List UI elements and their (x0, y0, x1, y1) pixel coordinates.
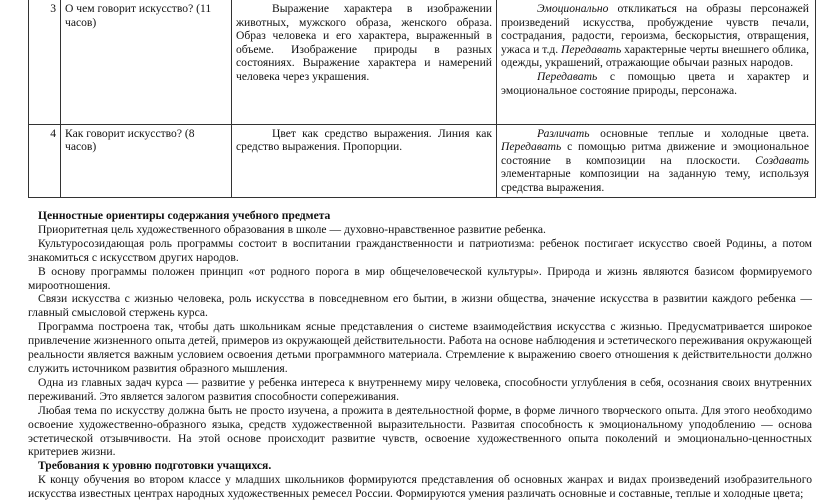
paragraph: Связи искусства с жизнью человека, роль искусства в повседневном его бытии, в жизни общества, значение искусства в развитии каждого ребенка — главный смысловой стержень курса. (28, 292, 812, 320)
topic-cell: О чем говорит искусство? (11 часов) (61, 0, 232, 124)
course-topics-table (28, 0, 816, 198)
content-cell: Цвет как средство выражения. Линия как средство выражения. Пропорции. (232, 124, 497, 198)
activity-paragraph (501, 127, 809, 195)
activity-verb: Передавать (501, 140, 562, 154)
activity-paragraph (501, 70, 809, 97)
section-heading: Требования к уровню подготовки учащихся. (38, 459, 272, 473)
activity-verb: Создавать (755, 153, 809, 167)
paragraph: Приоритетная цель художественного образования в школе — духовно-нравственное развитие ребенка. (38, 222, 546, 236)
paragraph: В основу программы положен принцип «от родного порога в мир общечеловеческой культуры». Природа и жизнь являются базисом формируемого мироотношения. (28, 264, 812, 292)
content-cell: Выражение характера в изображении животных, мужского образа, женского образа. Образ человека и его характера, выраженный в объеме. Изображение природы в разных состояниях. Выражение характера и намерений человека через украшения. (232, 0, 497, 124)
activity-text: с помощью цвета и характер и эмоциональное состояние природы, персонажа. (501, 69, 809, 97)
activity-text: основные теплые и холодные цвета. (589, 126, 809, 140)
section-heading: Ценностные ориентиры содержания учебного предмета (38, 209, 331, 222)
activity-verb: Различать (537, 126, 590, 140)
activity-paragraph (501, 2, 809, 70)
activity-cell (497, 0, 816, 124)
activity-verb: Передавать (561, 42, 622, 56)
activity-text: элементарные композиции на заданную тему, используя средства выражения. (501, 167, 809, 194)
document-body (28, 209, 812, 501)
activity-verb: Эмоционально (537, 2, 609, 15)
paragraph: Любая тема по искусству должна быть не просто изучена, а прожита в деятельностной форме, в форме личного творческого опыта. Для этого необходимо освоение художественно-образного языка, средств художественной выразительности. Развитая способность к эмоциональному уподоблению — основа эстетической отзывчивости. На этой основе происходит развитие чувств, освоение художественного опыта поколений и эмоционально-ценностных критериев жизни. (28, 403, 812, 459)
paragraph: К концу обучения во втором классе у младших школьников формируются представления об основных жанрах и видах произведений изобразительного искусства известных центрах народных художественных ремесел России. Формируются умения различать основные и составные, теплые и холодные цвета; (28, 473, 812, 501)
row-number: 3 (29, 0, 61, 124)
paragraph: Культуросозидающая роль программы состоит в воспитании гражданственности и патриотизма: ребенок постигает искусство своей Родины, а потом знакомиться с искусством других народов. (28, 236, 812, 264)
paragraph: Программа построена так, чтобы дать школьникам ясные представления о системе взаимодействия искусства с жизнью. Предусматривается широкое привлечение жизненного опыта детей, примеров из окружающей действительности. Работа на основе наблюдения и эстетического переживания окружающей реальности является важным условием освоения детьми программного материала. Стремление к выражению своего отношения к действительности должно служить источником развития образного мышления. (28, 320, 812, 375)
activity-text: с помощью ритма движение и эмоциональное состояние в композиции на плоскости. (501, 140, 809, 167)
paragraph: Одна из главных задач курса — развитие у ребенка интереса к внутреннему миру человека, способности углубления в себя, осознания своих внутренних переживаний. Это является залогом развития способности сопереживания. (28, 375, 812, 403)
activity-text: характерные черты внешнего облика, одежды, украшений, отражающие обычаи разных народов. (501, 42, 809, 70)
table-row (29, 0, 816, 124)
activity-verb: Передавать (537, 69, 598, 83)
activity-cell (497, 124, 816, 198)
topic-cell: Как говорит искусство? (8 часов) (61, 124, 232, 198)
activity-text: откликаться на образы персонажей произведений искусства, пробуждение чувств печали, сострадания, радости, героизма, бескорыстия, отвращения, ужаса и т.д. (501, 2, 809, 56)
table-row (29, 124, 816, 198)
row-number: 4 (29, 124, 61, 198)
